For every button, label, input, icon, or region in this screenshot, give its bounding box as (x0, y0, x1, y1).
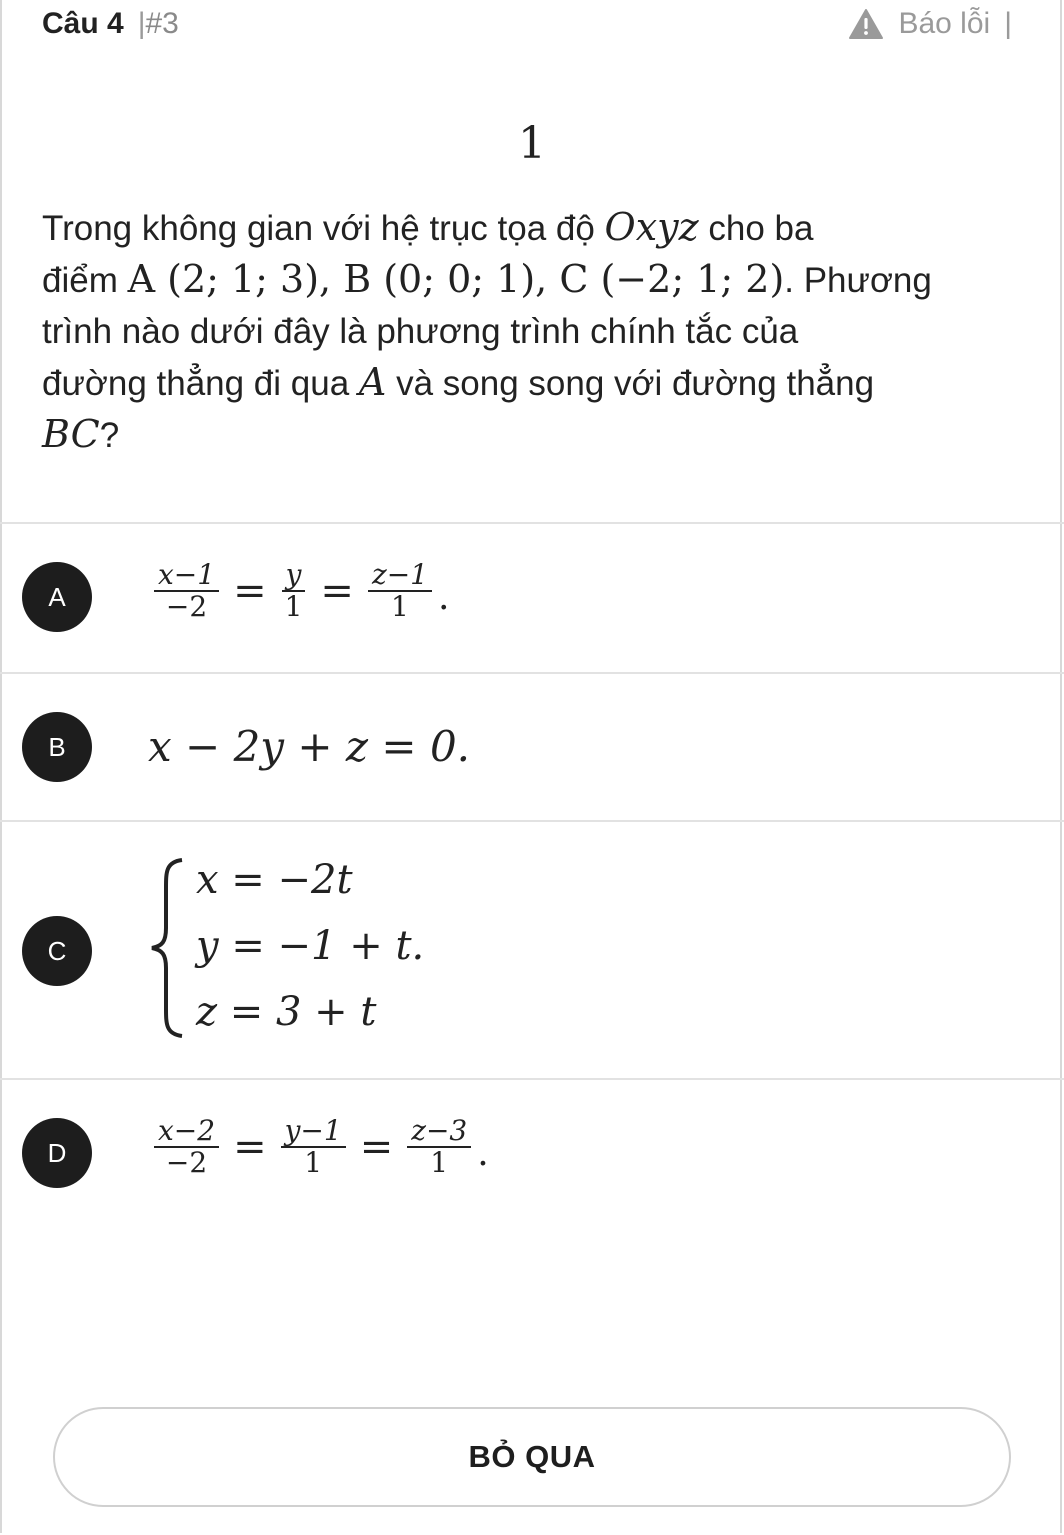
question-line (42, 202, 1032, 254)
numerator: x−1 (154, 560, 219, 592)
header-separator: | (137, 7, 146, 40)
period: . (437, 577, 450, 618)
option-a[interactable] (0, 524, 1064, 672)
skip-button[interactable] (53, 1407, 1011, 1507)
system-line-x: x = −2t (196, 857, 353, 903)
period: . (477, 1133, 489, 1174)
question-id: #3 (145, 7, 179, 40)
math-segment: BC (42, 412, 100, 456)
math-segment: A (358, 360, 387, 404)
option-a-badge: A (22, 562, 92, 632)
system-line-y: y = −1 + t. (196, 923, 425, 969)
option-d-equation (148, 1116, 489, 1178)
question-line (42, 409, 1032, 461)
question-line (42, 306, 1032, 357)
denominator: 1 (430, 1146, 449, 1179)
left-brace (148, 858, 188, 1038)
warning-triangle-icon (848, 8, 884, 40)
option-c-badge: C (22, 916, 92, 986)
question-text (42, 202, 1032, 461)
skip-button-label: BỎ QUA (468, 1439, 596, 1474)
denominator: 1 (391, 590, 409, 623)
fraction (154, 560, 219, 622)
system-line-z: z = 3 + t (196, 989, 377, 1035)
option-d[interactable] (0, 1080, 1064, 1228)
fraction (281, 1116, 346, 1178)
numerator: y (282, 560, 306, 592)
text-segment: Trong không gian với hệ trục tọa độ (42, 209, 605, 248)
numerator: z−3 (407, 1116, 471, 1148)
question-header (0, 0, 1064, 48)
option-d-badge: D (22, 1118, 92, 1188)
math-segment: A (2; 1; 3), B (0; 0; 1), C (−2; 1; 2) (127, 257, 785, 301)
option-c[interactable] (0, 822, 1064, 1078)
denominator: 1 (284, 590, 303, 623)
option-a-equation (148, 560, 449, 622)
denominator: −2 (165, 1146, 208, 1179)
question-label: Câu 4 (42, 7, 124, 40)
question-line (42, 357, 1032, 409)
denominator: −2 (165, 590, 208, 623)
text-segment: trình nào dưới đây là phương trình chính tắc của (42, 312, 799, 351)
report-error-label: Báo lỗi (898, 7, 991, 40)
option-b[interactable] (0, 674, 1064, 820)
question-number: 1 (518, 118, 546, 169)
option-b-equation: x − 2y + z = 0. (148, 722, 471, 771)
option-b-badge: B (22, 712, 92, 782)
text-segment: đường thẳng đi qua (42, 364, 359, 403)
equals-sign: = (320, 568, 354, 614)
equals-sign: = (233, 1124, 267, 1170)
text-segment: ? (99, 416, 120, 455)
fraction (407, 1116, 471, 1178)
report-error-button[interactable] (848, 6, 1012, 42)
numerator: x−2 (154, 1116, 219, 1148)
fraction (154, 1116, 219, 1178)
text-segment: điểm (42, 261, 128, 300)
question-line (42, 254, 1032, 306)
fraction (368, 560, 432, 622)
fraction (281, 560, 307, 622)
equals-sign: = (233, 568, 267, 614)
math-segment: Oxyz (604, 205, 699, 249)
text-segment: và song song với đường thẳng (386, 364, 875, 403)
numerator: y−1 (281, 1116, 346, 1148)
text-segment: . Phương (784, 261, 932, 300)
report-separator: | (1004, 7, 1012, 40)
denominator: 1 (304, 1146, 323, 1179)
numerator: z−1 (368, 560, 432, 592)
question-title (42, 6, 179, 42)
equals-sign: = (359, 1124, 394, 1170)
text-segment: cho ba (698, 209, 814, 248)
